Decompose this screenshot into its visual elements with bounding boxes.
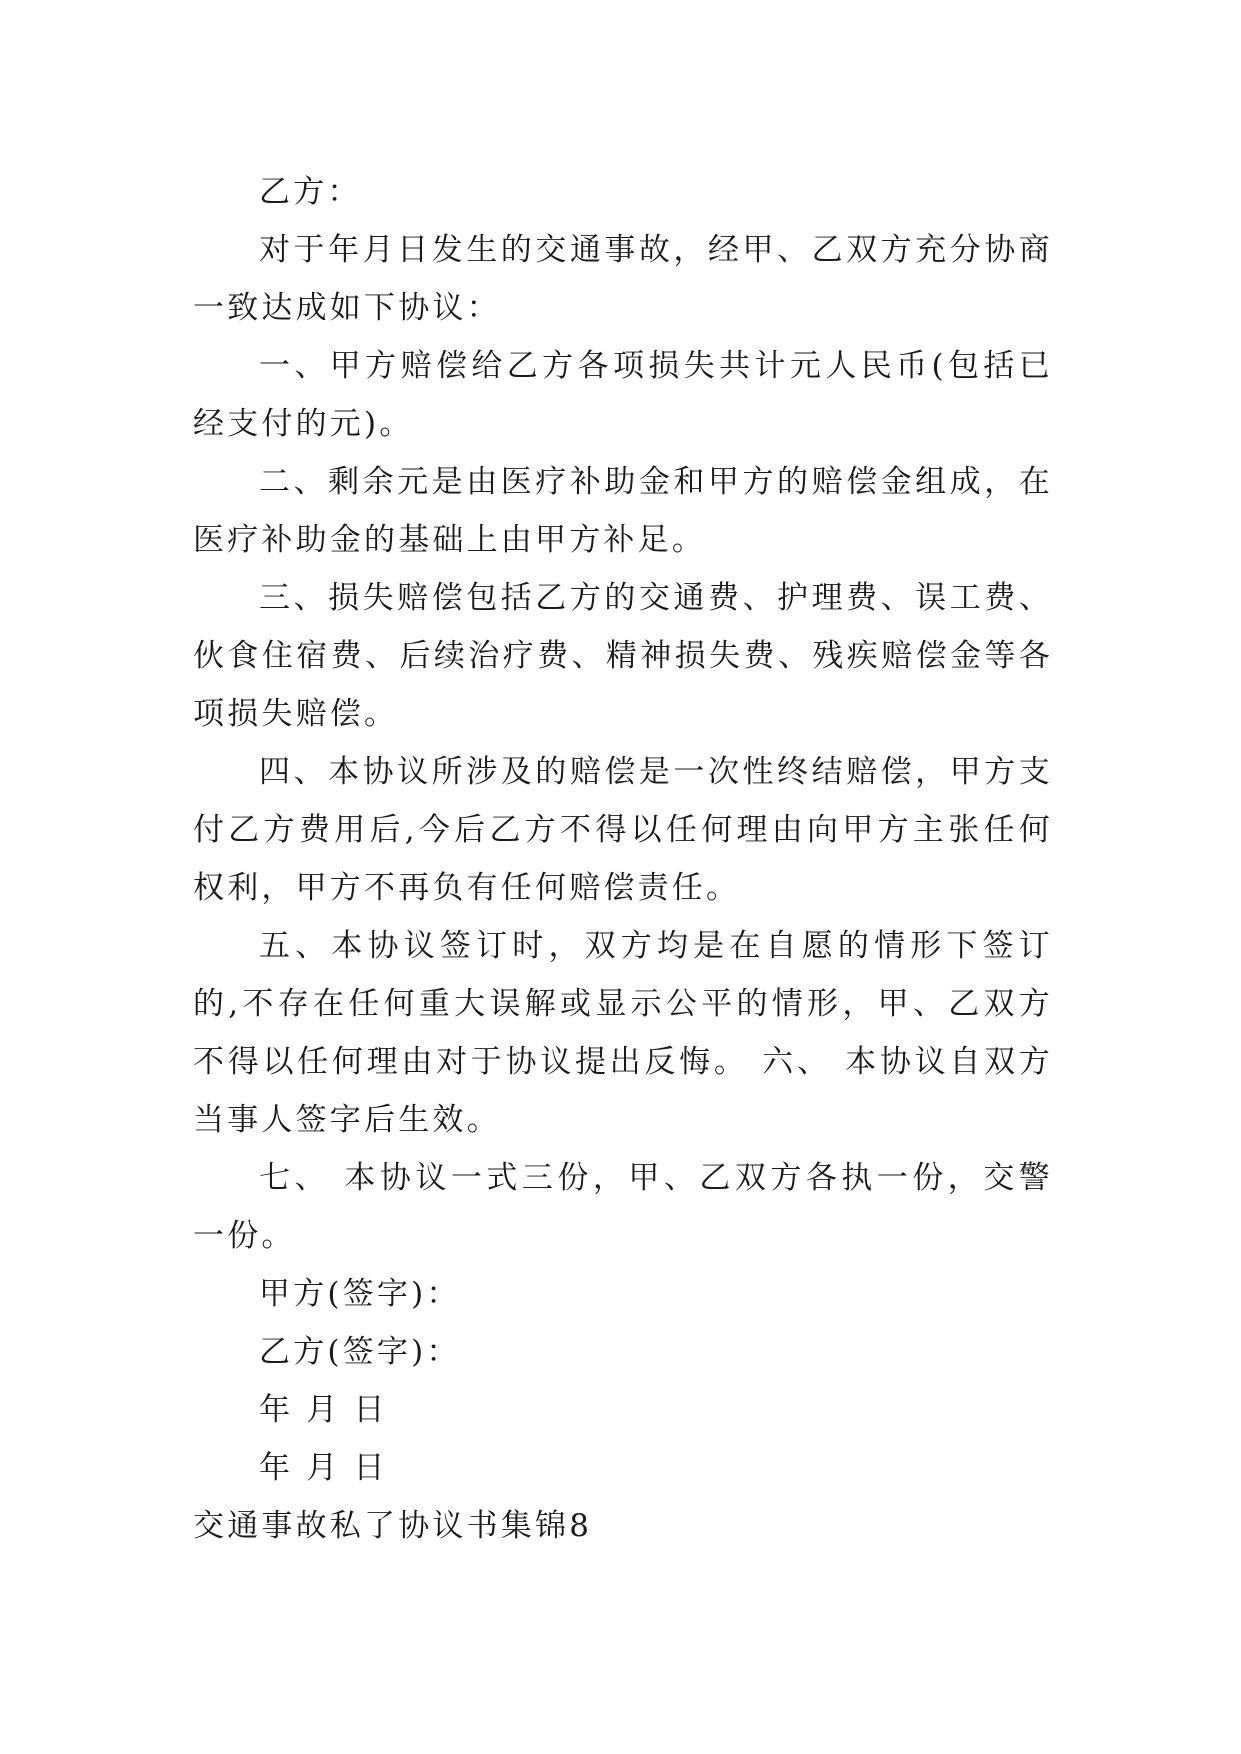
party-b-date: 年 月 日 xyxy=(259,1450,388,1486)
clause-1: 一、甲方赔偿给乙方各项损失共计元人民币(包括已经支付的元)。 xyxy=(193,348,1053,442)
party-a-signature-label: 甲方(签字)： xyxy=(259,1276,461,1312)
clause-4: 四、本协议所涉及的赔偿是一次性终结赔偿，甲方支付乙方费用后,今后乙方不得以任何理由向甲方主张任何权利，甲方不再负有任何赔偿责任。 xyxy=(193,754,1053,906)
agreement-intro: 对于年月日发生的交通事故，经甲、乙双方充分协商一致达成如下协议： xyxy=(193,232,1053,326)
party-b-signature-label: 乙方(签字)： xyxy=(259,1334,461,1370)
next-section-title: 交通事故私了协议书集锦8 xyxy=(193,1508,593,1544)
party-b-label: 乙方： xyxy=(259,174,362,210)
clause-7: 七、 本协议一式三份，甲、乙双方各执一份，交警一份。 xyxy=(193,1160,1053,1254)
clause-3: 三、损失赔偿包括乙方的交通费、护理费、误工费、伙食住宿费、后续治疗费、精神损失费、残疾赔偿金等各项损失赔偿。 xyxy=(193,580,1053,732)
clause-2: 二、剩余元是由医疗补助金和甲方的赔偿金组成，在医疗补助金的基础上由甲方补足。 xyxy=(193,464,1053,558)
clause-5-6: 五、本协议签订时，双方均是在自愿的情形下签订的,不存在任何重大误解或显示公平的情形，甲、乙双方不得以任何理由对于协议提出反悔。 六、 本协议自双方当事人签字后生效。 xyxy=(193,928,1053,1138)
document-body xyxy=(193,163,1053,1555)
party-a-date: 年 月 日 xyxy=(259,1392,388,1428)
